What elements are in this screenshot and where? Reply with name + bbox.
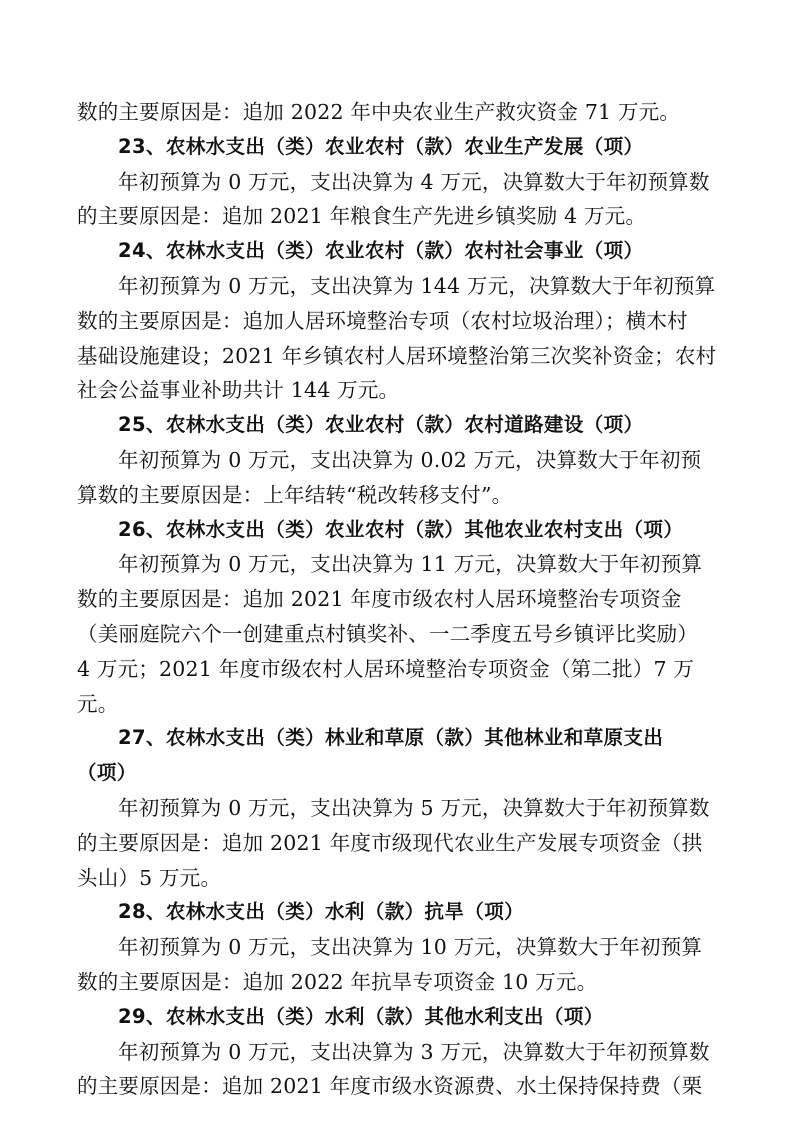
- section-heading: 29、农林水支出（类）水利（款）其他水利支出（项）: [118, 1004, 604, 1028]
- section-heading: 26、农林水支出（类）农业农村（款）其他农业农村支出（项）: [118, 517, 684, 541]
- paragraph-line: 年初预算为 0 万元，支出决算为 11 万元，决算数大于年初预算: [118, 552, 703, 577]
- paragraph-line: 年初预算为 0 万元，支出决算为 144 万元，决算数大于年初预算: [118, 273, 716, 298]
- paragraph-line: 年初预算为 0 万元，支出决算为 3 万元，决算数大于年初预算数: [118, 1039, 710, 1064]
- paragraph-line: 的主要原因是：追加 2021 年度市级水资源费、水土保持保持费（栗: [77, 1074, 703, 1099]
- section-heading: 27、农林水支出（类）林业和草原（款）其他林业和草原支出: [118, 726, 664, 750]
- section-heading: （项）: [77, 761, 137, 785]
- paragraph-line: 年初预算为 0 万元，支出决算为 5 万元，决算数大于年初预算数: [118, 795, 710, 820]
- paragraph-line: 社会公益事业补助共计 144 万元。: [77, 378, 400, 403]
- paragraph-line: 的主要原因是：追加 2021 年度市级现代农业生产发展专项资金（拱: [77, 830, 703, 855]
- paragraph-line: 年初预算为 0 万元，支出决算为 0.02 万元，决算数大于年初预: [118, 447, 702, 472]
- section-heading: 28、农林水支出（类）水利（款）抗旱（项）: [118, 900, 525, 924]
- paragraph-line: 数的主要原因是：追加 2022 年抗旱专项资金 10 万元。: [77, 969, 598, 994]
- paragraph-line: 数的主要原因是：追加 2021 年度市级农村人居环境整治专项资金: [77, 587, 682, 612]
- paragraph-line: 4 万元；2021 年度市级农村人居环境整治专项资金（第二批）7 万: [77, 656, 695, 681]
- paragraph-line: 元。: [77, 691, 119, 716]
- paragraph-line: 的主要原因是：追加 2021 年粮食生产先进乡镇奖励 4 万元。: [77, 204, 647, 229]
- paragraph-line: 数的主要原因是：追加人居环境整治专项（农村垃圾治理）；横木村: [77, 308, 688, 333]
- paragraph-line: 算数的主要原因是：上年结转“税改转移支付”。: [77, 482, 513, 507]
- paragraph-line: 头山）5 万元。: [77, 865, 222, 890]
- paragraph-line: 数的主要原因是：追加 2022 年中央农业生产救灾资金 71 万元。: [77, 100, 681, 124]
- paragraph-line: 基础设施建设；2021 年乡镇农村人居环境整治第三次奖补资金；农村: [77, 343, 717, 368]
- paragraph-line: 年初预算为 0 万元，支出决算为 4 万元，决算数大于年初预算数: [118, 169, 710, 194]
- paragraph-line: （美丽庭院六个一创建重点村镇奖补、一二季度五号乡镇评比奖励）: [77, 621, 698, 646]
- section-heading: 23、农林水支出（类）农业农村（款）农业生产发展（项）: [118, 134, 644, 158]
- section-heading: 25、农林水支出（类）农业农村（款）农村道路建设（项）: [118, 413, 644, 437]
- paragraph-line: 年初预算为 0 万元，支出决算为 10 万元，决算数大于年初预算: [118, 935, 703, 960]
- document-body: [77, 95, 722, 1104]
- section-heading: 24、农林水支出（类）农业农村（款）农村社会事业（项）: [118, 239, 644, 263]
